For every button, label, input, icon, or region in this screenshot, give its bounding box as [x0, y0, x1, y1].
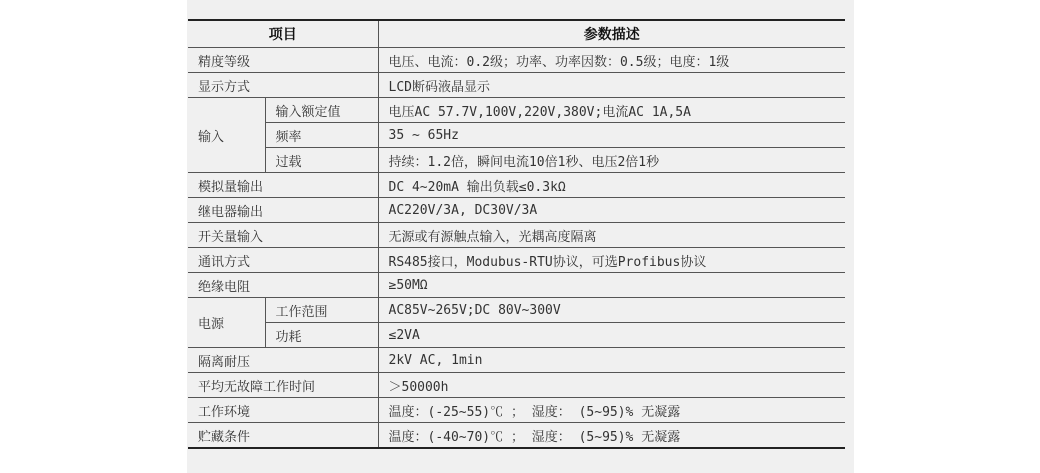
row-label: 绝缘电阻 — [188, 273, 378, 298]
table-row — [188, 123, 845, 148]
row-value: 2kV AC, 1min — [378, 348, 845, 373]
sub-label: 过载 — [265, 148, 378, 173]
row-label: 通讯方式 — [188, 248, 378, 273]
spec-table — [188, 19, 845, 449]
table-row — [188, 373, 845, 398]
row-label: 模拟量输出 — [188, 173, 378, 198]
row-label: 精度等级 — [188, 48, 378, 73]
table-row — [188, 423, 845, 449]
sub-label: 工作范围 — [265, 298, 378, 323]
table-row — [188, 348, 845, 373]
table-row — [188, 298, 845, 323]
row-value: 无源或有源触点输入，光耦高度隔离 — [378, 223, 845, 248]
row-value: 持续：1.2倍，瞬间电流10倍1秒、电压2倍1秒 — [378, 148, 845, 173]
table-header-row — [188, 20, 845, 48]
row-value: RS485接口，Modubus-RTU协议，可选Profibus协议 — [378, 248, 845, 273]
table-row — [188, 248, 845, 273]
row-label: 继电器输出 — [188, 198, 378, 223]
row-value: 35 ~ 65Hz — [378, 123, 845, 148]
row-value: LCD断码液晶显示 — [378, 73, 845, 98]
sub-label: 输入额定值 — [265, 98, 378, 123]
table-row — [188, 273, 845, 298]
row-value: ≤2VA — [378, 323, 845, 348]
table-row — [188, 173, 845, 198]
table-row — [188, 148, 845, 173]
row-label: 显示方式 — [188, 73, 378, 98]
table-row — [188, 48, 845, 73]
row-label: 开关量输入 — [188, 223, 378, 248]
sub-label: 频率 — [265, 123, 378, 148]
table-row — [188, 398, 845, 423]
header-item: 项目 — [188, 20, 378, 48]
row-value: 温度：(-40~70)℃ ； 湿度： (5~95)% 无凝露 — [378, 423, 845, 449]
row-value: AC85V~265V;DC 80V~300V — [378, 298, 845, 323]
row-value: 电压AC 57.7V,100V,220V,380V;电流AC 1A,5A — [378, 98, 845, 123]
table-row — [188, 198, 845, 223]
group-label: 输入 — [188, 98, 265, 173]
row-label: 平均无故障工作时间 — [188, 373, 378, 398]
row-value: AC220V/3A, DC30V/3A — [378, 198, 845, 223]
row-value: ＞50000h — [378, 373, 845, 398]
table-row — [188, 98, 845, 123]
table-row — [188, 223, 845, 248]
row-value: 温度：(-25~55)℃ ； 湿度： (5~95)% 无凝露 — [378, 398, 845, 423]
table-row — [188, 323, 845, 348]
row-value: ≥50MΩ — [378, 273, 845, 298]
group-label: 电源 — [188, 298, 265, 348]
row-label: 工作环境 — [188, 398, 378, 423]
row-label: 隔离耐压 — [188, 348, 378, 373]
row-value: DC 4~20mA 输出负载≤0.3kΩ — [378, 173, 845, 198]
header-desc: 参数描述 — [378, 20, 845, 48]
row-value: 电压、电流：0.2级；功率、功率因数：0.5级；电度：1级 — [378, 48, 845, 73]
row-label: 贮藏条件 — [188, 423, 378, 449]
sub-label: 功耗 — [265, 323, 378, 348]
table-row — [188, 73, 845, 98]
